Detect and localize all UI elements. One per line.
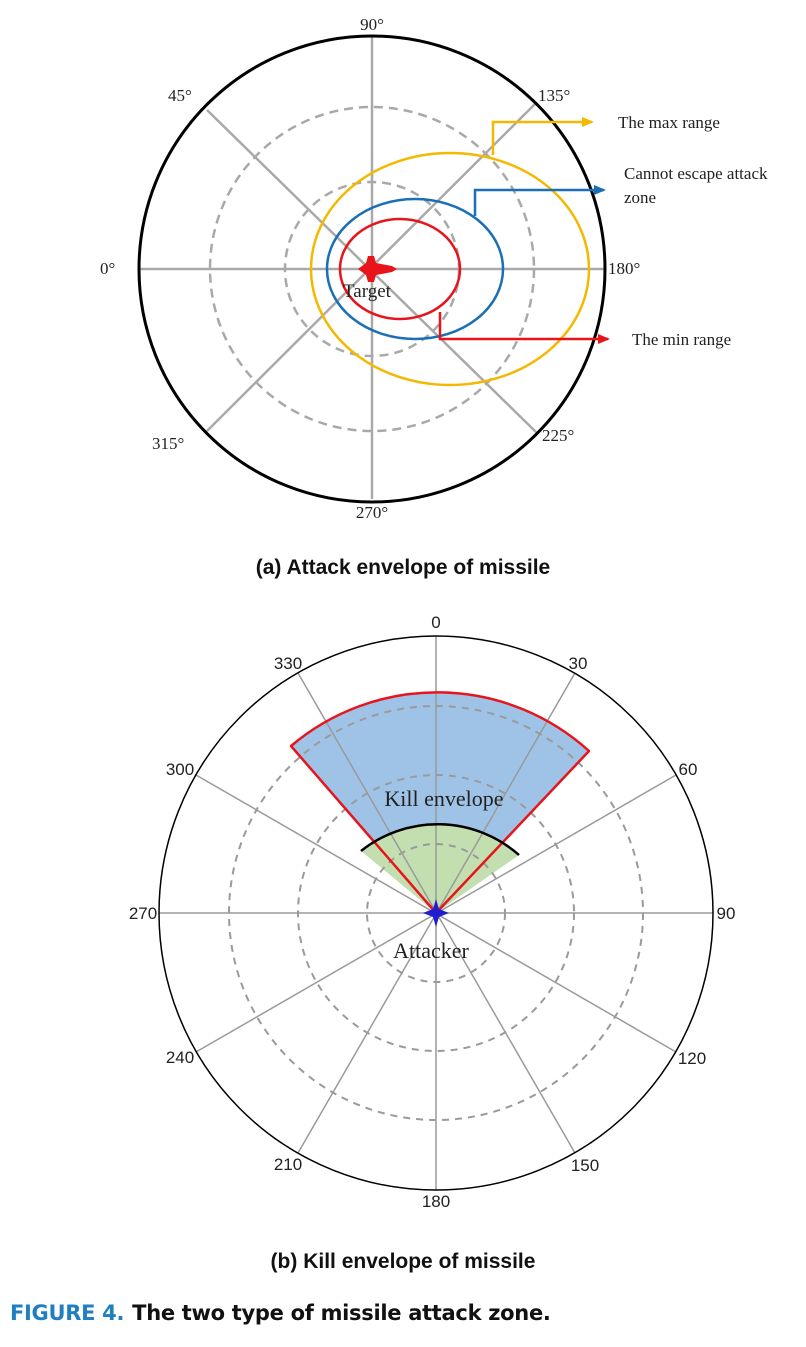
panel-a-caption: (a) Attack envelope of missile xyxy=(255,556,551,579)
max-range-leader xyxy=(493,122,592,155)
angle-label-135: 135° xyxy=(538,86,571,105)
angle-label-0: 0 xyxy=(431,613,441,632)
angle-label-150: 150 xyxy=(570,1156,600,1175)
angle-label-30: 30 xyxy=(568,654,588,673)
figure-title: The two type of missile attack zone. xyxy=(132,1301,551,1325)
figure-caption xyxy=(10,1301,551,1325)
cannot-escape-legend-line1: Cannot escape attack xyxy=(624,164,768,183)
max-range-legend: The max range xyxy=(618,113,720,132)
panel-b-caption: (b) Kill envelope of missile xyxy=(270,1250,536,1273)
cannot-escape-legend-line2: zone xyxy=(624,188,657,207)
angle-label-270: 270 xyxy=(128,904,158,923)
angle-label-270: 270° xyxy=(355,503,389,522)
angle-label-180: 180 xyxy=(421,1192,451,1211)
panel-b-polar-plot xyxy=(129,613,736,1211)
angle-label-225: 225° xyxy=(542,426,575,445)
target-label: Target xyxy=(343,281,391,302)
angle-label-90: 90 xyxy=(716,904,736,923)
cannot-escape-leader xyxy=(475,190,604,216)
min-range-legend: The min range xyxy=(632,330,732,349)
kill-envelope-label: Kill envelope xyxy=(384,786,504,811)
figure-label: FIGURE 4. xyxy=(10,1301,125,1325)
angle-label-60: 60 xyxy=(678,760,698,779)
angle-label-180: 180° xyxy=(608,259,641,278)
angle-label-240: 240 xyxy=(165,1048,195,1067)
angle-label-300: 300 xyxy=(165,760,195,779)
angle-label-0: 0° xyxy=(100,259,116,278)
panel-a-polar-plot xyxy=(100,15,768,522)
angle-label-315: 315° xyxy=(152,434,185,453)
angle-label-45: 45° xyxy=(168,86,192,105)
attacker-label: Attacker xyxy=(393,938,469,963)
angle-label-120: 120 xyxy=(677,1049,707,1068)
angle-label-90: 90° xyxy=(360,15,384,34)
angle-label-330: 330 xyxy=(273,654,303,673)
angle-label-210: 210 xyxy=(273,1155,303,1174)
